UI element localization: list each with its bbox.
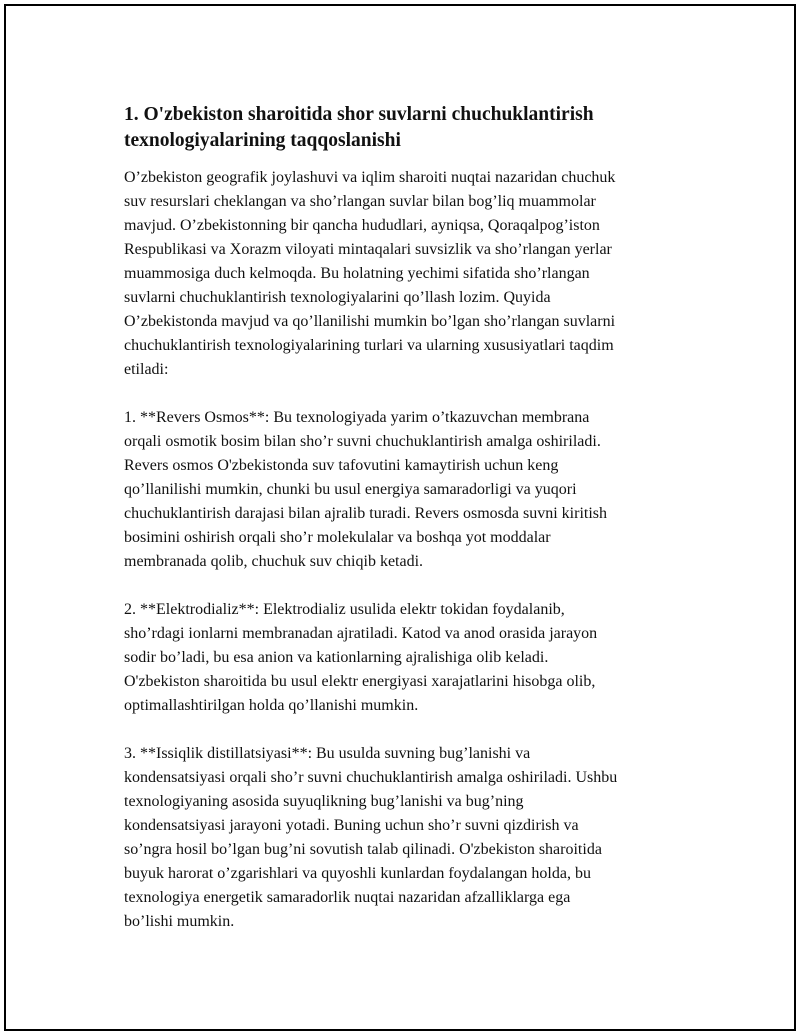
paragraph-reverse-osmosis: 1. **Revers Osmos**: Bu texnologiyada yarim o’tkazuvchan membrana orqali osmotik bosim bilan sho’r suvni chuchuklantirish amalga oshiriladi. Revers osmos O'zbekistonda suv tafovutini kamaytirish uchun keng qo’llanilishi mumkin, chunki bu usul energiya samaradorligi va yuqori chuchuklantirish darajasi bilan ajralib turadi. Revers osmosda suvni kiritish bosimini oshirish orqali sho’r molekulalar va boshqa yot moddalar membranada qolib, chuchuk suv chiqib ketadi.	[124, 409, 608, 570]
document-body	[124, 102, 694, 934]
section-heading: 1. O'zbekiston sharoitida shor suvlarni chuchuklantirish texnologiyalarining taqqoslanishi	[124, 104, 594, 151]
paragraph-thermal-distillation: 3. **Issiqlik distillatsiyasi**: Bu usulda suvning bug’lanishi va kondensatsiyasi orqali sho’r suvni chuchuklantirish amalga oshiriladi. Ushbu texnologiyaning asosida suyuqlikning bug’lanishi va bug’ning kondensatsiyasi jarayoni yotadi. Buning uchun sho’r suvni qizdirish va so’ngra hosil bo’lgan bug’ni sovutish talab qilinadi. O'zbekiston sharoitida buyuk harorat o’zgarishlari va quyoshli kunlardan foydalangan holda, bu texnologiya energetik samaradorlik nuqtai nazaridan afzalliklarga ega bo’lishi mumkin.	[124, 745, 618, 930]
page-frame	[4, 4, 796, 1031]
paragraph-electrodialysis: 2. **Elektrodializ**: Elektrodializ usulida elektr tokidan foydalanib, sho’rdagi ionlarni membranadan ajratiladi. Katod va anod orasida jarayon sodir bo’ladi, bu esa anion va kationlarning ajralishiga olib keladi. O'zbekiston sharoitida bu usul elektr energiyasi xarajatlarini hisobga olib, optimallashtirilgan holda qo’llanishi mumkin.	[124, 601, 598, 714]
paragraph-intro: O’zbekiston geografik joylashuvi va iqlim sharoiti nuqtai nazaridan chuchuk suv resurslari cheklangan va sho’rlangan suvlar bilan bog’liq muammolar mavjud. O’zbekistonning bir qancha hududlari, ayniqsa, Qoraqalpog’iston Respublikasi va Xorazm viloyati mintaqalari suvsizlik va sho’rlangan yerlar muammosiga duch kelmoqda. Bu holatning yechimi sifatida sho’rlangan suvlarni chuchuklantirish texnologiyalarini qo’llash lozim. Quyida O’zbekistonda mavjud va qo’llanilishi mumkin bo’lgan sho’rlangan suvlarni chuchuklantirish texnologiyalarining turlari va ularning xususiyatlari taqdim etiladi:	[124, 169, 616, 378]
